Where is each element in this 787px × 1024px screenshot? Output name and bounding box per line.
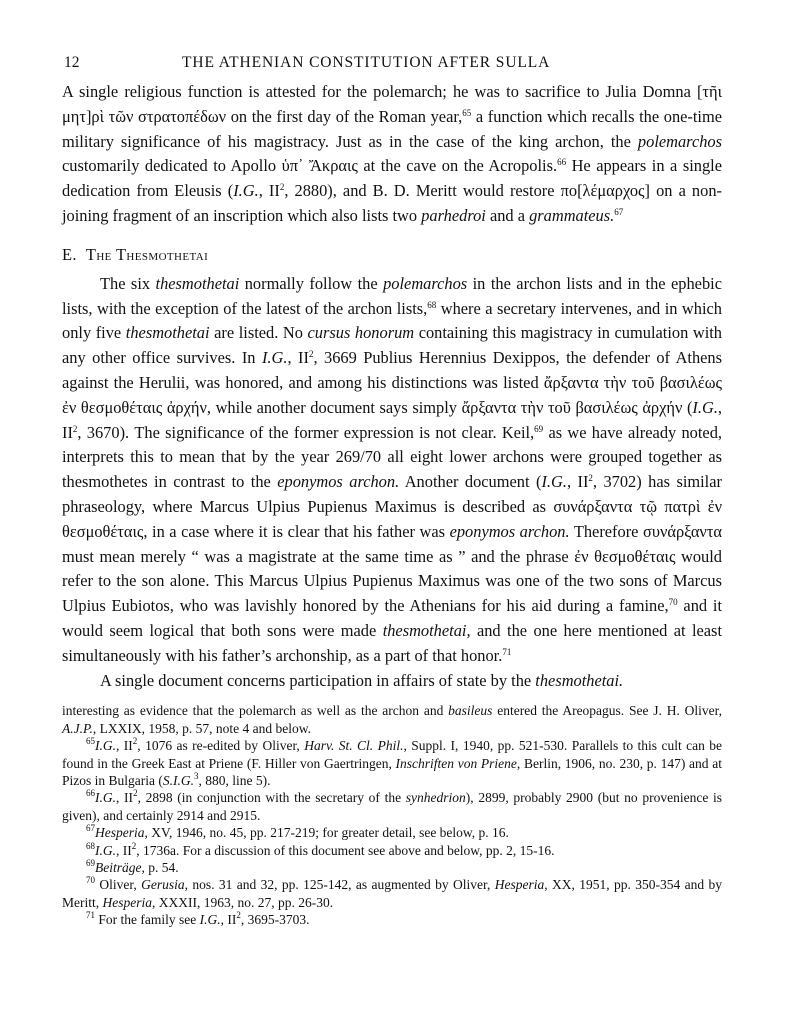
footnote-number: 68: [86, 840, 95, 851]
text-run: ), 2899, probably 2900 (but no provenience is given), and certainly 2914 and 2915.: [62, 790, 722, 823]
italic-term: Beiträge: [95, 859, 142, 875]
text-run: , 1736a. For a discussion of this document see above and below, pp. 2, 15-16.: [136, 842, 555, 858]
italic-term: I.G.: [95, 790, 116, 806]
text-run: , II: [116, 790, 134, 806]
text-run: and it would seem logical that both sons were made: [62, 596, 722, 640]
greek-phrase: συνάρξαντα: [643, 521, 722, 541]
italic-term: I.G.: [95, 842, 116, 858]
text-run: , in a case where it is clear that his father was: [143, 521, 450, 541]
footnote-number: 69: [86, 857, 95, 868]
italic-term: I.G.: [541, 472, 567, 492]
page: [62, 54, 722, 929]
footnote-66: [62, 789, 722, 824]
section-heading: [62, 242, 722, 267]
italic-term: Gerusia: [141, 877, 185, 893]
footnote-number: 66: [86, 788, 95, 799]
footnote-68: [62, 842, 722, 859]
italic-term: parhedroi: [421, 205, 486, 225]
italic-term: Inschriften von Priene: [395, 755, 517, 771]
text-run: in the archon lists and in the ephebic lists, with the exception of the latest of the archon lists,: [62, 273, 722, 318]
superscript: 2: [588, 473, 593, 484]
greek-phrase: ἄρξαντα τὴν τοῦ βασιλέως ἐν θεσμοθέταις ἀρχήν: [62, 372, 722, 417]
text-run: , XX, 1951, pp. 350-354 and by Meritt,: [62, 877, 722, 910]
footnotes: [62, 702, 722, 928]
italic-term: Hesperia: [95, 825, 145, 841]
text-run: , 3695-3703.: [240, 912, 310, 928]
italic-term: grammateus.: [529, 205, 615, 225]
text-run: , 880, line 5).: [198, 772, 271, 788]
text-run: Therefore: [569, 521, 643, 541]
text-run: , II: [116, 738, 133, 754]
section-title: The Thesmothetai: [85, 244, 209, 264]
italic-term: I.G.: [95, 738, 116, 754]
italic-term: synhedrion: [405, 790, 466, 806]
text-run: , 1076 as re-edited by Oliver,: [137, 738, 305, 754]
italic-term: A.J.P.: [62, 720, 93, 736]
italic-term: I.G.: [261, 348, 288, 368]
text-run: , while another document says simply: [206, 397, 462, 417]
text-run: are listed. No: [209, 323, 308, 343]
greek-phrase: πο[λέμαρχος]: [560, 181, 650, 201]
superscript: 2: [131, 840, 137, 851]
text-run: Another document (: [399, 472, 542, 492]
italic-term: Harv. St. Cl. Phil.: [304, 738, 404, 754]
text-run: , II: [116, 842, 132, 858]
text-run: The six: [100, 273, 156, 293]
footnote-71: [62, 911, 722, 928]
footnote-number: 67: [86, 823, 95, 834]
italic-term: cursus honorum: [307, 323, 415, 343]
italic-term: polemarchos: [637, 131, 722, 151]
footnote-ref-70: 70: [668, 597, 678, 608]
text-run: , 2898 (in conjunction with the secretary of the: [137, 790, 406, 806]
footnote-continuation: [62, 702, 722, 737]
italic-term: Hesperia: [102, 894, 152, 910]
text-run: entered the Areopagus. See J. H. Oliver,: [492, 703, 723, 719]
text-run: , LXXIX, 1958, p. 57, note 4 and below.: [92, 720, 311, 736]
text-run: Oliver,: [95, 877, 142, 893]
italic-term: Hesperia: [494, 877, 545, 893]
page-header: [62, 54, 722, 80]
text-run: interesting as evidence that the polemarch as well as the archon and: [62, 703, 449, 719]
footnote-67: [62, 824, 722, 841]
text-run: (: [682, 397, 693, 417]
text-run: , 3670). The significance of the former expression is not clear. Keil,: [77, 422, 535, 442]
italic-term: basileus: [448, 703, 493, 719]
text-run: , 2880), and B. D. Meritt would restore: [284, 181, 561, 201]
text-run: , Berlin, 1906, no. 230, p. 147) and at Pizos in Bulgaria (: [62, 755, 722, 788]
footnote-ref-66: 66: [557, 157, 567, 168]
paragraph-polemarch-religion: [62, 80, 722, 229]
italic-term: I.G.: [233, 181, 259, 201]
text-run: A single religious function is attested for the polemarch; he was to sacrifice to Julia Domna: [62, 82, 697, 101]
superscript: 2: [236, 910, 241, 921]
footnote-number: 71: [86, 910, 95, 921]
text-run: on a non-joining fragment of an inscription which also lists two: [62, 181, 722, 225]
text-run: , II: [62, 397, 723, 442]
text-run: He appears in a single dedication from Eleusis (: [62, 156, 722, 201]
superscript: 2: [133, 788, 138, 799]
greek-phrase: ἄρξαντα τὴν τοῦ βασιλέως ἀρχήν: [461, 397, 683, 417]
text-run: A single document concerns participation in affairs of state by the: [100, 670, 536, 690]
footnote-70: [62, 876, 722, 911]
text-run: , Suppl. I, 1940, pp. 521-530. Parallels to this cult can be found in the Greek East at Priene (F. Hiller von Gaertringen,: [62, 738, 723, 771]
superscript: 2: [279, 182, 285, 193]
superscript: 3: [194, 770, 199, 781]
text-run: as we have already noted, interprets this to mean that by the year 269/70 all eight lower archons were grouped together as thesmothetes in contrast to the: [62, 422, 722, 492]
italic-term: polemarchos: [383, 273, 468, 293]
text-run: , II: [258, 181, 280, 201]
text-run: For the family see: [95, 912, 200, 928]
text-run: , XXXII, 1963, no. 27, pp. 26-30.: [152, 894, 334, 910]
text-run: , 3702) has similar phraseology, where Marcus Ulpius Pupienus Maximus is described as: [62, 472, 722, 516]
footnote-ref-68: 68: [427, 299, 437, 310]
italic-term: thesmothetai: [125, 323, 210, 343]
text-run: customarily dedicated to Apollo: [62, 156, 282, 176]
section-letter: E.: [62, 244, 77, 264]
text-run: normally follow the: [239, 273, 384, 293]
text-run: , II: [220, 912, 237, 928]
text-run: where a secretary intervenes, and in which only five: [62, 298, 722, 343]
greek-phrase: [τῆι μητ]ρὶ τῶν στρατοπέδων: [62, 82, 722, 126]
text-run: would refer to the son alone. This Marcus Ulpius Pupienus Maximus was one of the two sons of Marcus Ulpius Eubiotos, who was lavishly honored by the Athenians for his aid during a famine,: [62, 546, 722, 616]
footnote-ref-65: 65: [462, 107, 472, 118]
footnote-ref-71: 71: [502, 646, 512, 657]
main-text: [62, 80, 722, 693]
paragraph-participation: [62, 669, 722, 694]
text-run: at the cave on the Acropolis.: [357, 156, 558, 176]
italic-term: eponymos archon.: [449, 521, 570, 541]
text-run: , II: [566, 472, 589, 492]
footnote-65: [62, 737, 722, 789]
text-run: , II: [287, 348, 309, 368]
text-run: , p. 54.: [141, 859, 179, 875]
italic-term: thesmothetai.: [535, 670, 624, 690]
italic-term: S.I.G.: [162, 772, 194, 788]
text-run: , 3669 Publius Herennius Dexippos, the defender of Athens against the Herulii, was honored, and among his distinctions was listed: [62, 348, 722, 392]
footnote-69: [62, 859, 722, 876]
text-run: and the one here mentioned at least simultaneously with his father’s archonship, as a part of that honor.: [62, 620, 722, 665]
superscript: 2: [308, 349, 314, 360]
greek-phrase: ἐν θεσμοθέταις: [574, 546, 676, 566]
text-run: on the first day of the Roman year,: [226, 106, 463, 126]
text-run: containing this magistracy in cumulation with any other office survives. In: [62, 323, 722, 368]
footnote-ref-67: 67: [614, 206, 624, 217]
italic-term: thesmothetai,: [382, 620, 471, 640]
text-run: , nos. 31 and 32, pp. 125-142, as augmented by Oliver,: [184, 877, 495, 893]
running-title: THE ATHENIAN CONSTITUTION AFTER SULLA: [182, 54, 551, 71]
footnote-number: 65: [86, 736, 95, 747]
greek-phrase: συνάρξαντα τῷ πατρὶ ἐν θεσμοθέταις: [62, 496, 722, 541]
footnote-ref-69: 69: [534, 423, 544, 434]
italic-term: eponymos archon.: [277, 472, 400, 492]
text-run: must mean merely “ was a magistrate at the same time as ” and the phrase: [62, 546, 575, 566]
superscript: 2: [132, 736, 138, 747]
italic-term: thesmothetai: [155, 273, 240, 293]
italic-term: I.G.: [199, 912, 221, 928]
text-run: and a: [485, 205, 530, 225]
greek-phrase: ὑπ᾽ Ἄκραις: [281, 156, 358, 176]
footnote-number: 70: [86, 875, 95, 886]
text-run: a function which recalls the one-time military significance of his magistracy. Just as in the case of the king archon, the: [62, 106, 723, 151]
text-run: , XV, 1946, no. 45, pp. 217-219; for greater detail, see below, p. 16.: [144, 825, 509, 841]
page-number: 12: [64, 54, 80, 71]
italic-term: I.G.: [692, 397, 718, 417]
superscript: 2: [72, 423, 78, 434]
paragraph-thesmothetai: [62, 272, 722, 669]
